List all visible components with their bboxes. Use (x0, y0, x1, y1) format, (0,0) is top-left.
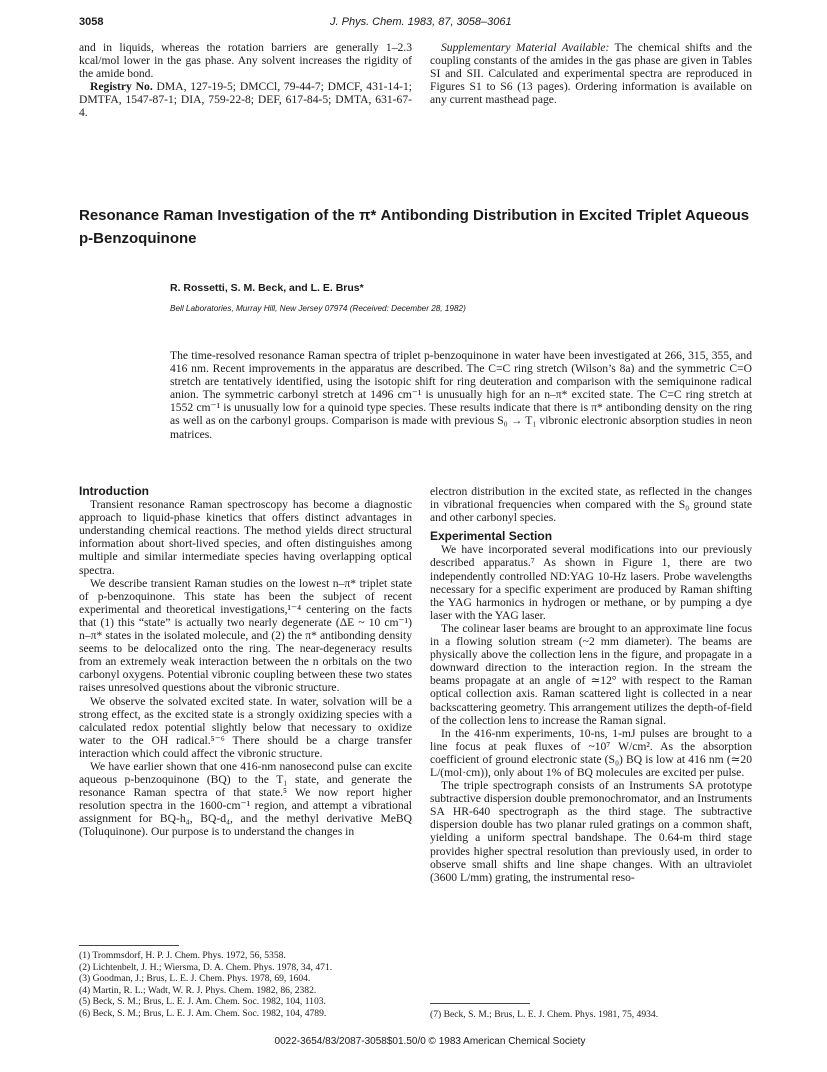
experimental-paragraph: In the 416-nm experiments, 10-ns, 1-mJ pulses are brought to a line focus at peak fluxes of ~10⁷ W/cm². As the absorption coefficient of ground electronic state (S₀) BQ is low at 416 nm (≃20 L/(mol·cm)), only about 1% of BQ molecules are excited per pulse. (430, 726, 752, 779)
prev-article-text: and in liquids, whereas the rotation barriers are generally 1–2.3 kcal/mol lower in the gas phase. Any solvent increases the rigidity of the amide bond. (79, 41, 412, 81)
supp-text: The chemical shifts and the coupling constants of the amides in the gas phase are given in Tables SI and SII. Calculated and experimental spectra are reproduced in Figures S1 to S6 (13 pages). Ordering information is available on any current masthead page. (430, 41, 752, 107)
experimental-column (430, 485, 752, 884)
page-footer: 0022-3654/83/2087-3058$01.50/0 © 1983 American Chemical Society (274, 1036, 586, 1047)
article-title: Resonance Raman Investigation of the π* Antibonding Distribution in Excited Triplet Aqueous p-Benzoquinone (79, 207, 750, 247)
intro-paragraph: Transient resonance Raman spectroscopy has become a diagnostic approach to liquid-phase kinetics that offers distinct advantages in understanding chemical reactions. The method yields direct structural information about short-lived species, and often distinguishes among multiple and similar intermediate species having overlapping optical spectra. (79, 498, 412, 577)
intro-paragraph: We have earlier shown that one 416-nm nanosecond pulse can excite aqueous p-benzoquinone (BQ) to the T₁ state, and generate the resonance Raman spectra of that state.⁵ We now report higher resolution spectra in the 1600-cm⁻¹ region, and attempt a vibrational assignment for BQ-h₄, BQ-d₄, and the methyl derivative MeBQ (Toluquinone). Our purpose is to understand the changes in (79, 759, 412, 839)
article-abstract: The time-resolved resonance Raman spectra of triplet p-benzoquinone in water have been investigated at 266, 315, 355, and 416 nm. Recent improvements in the apparatus are described. The C=C ring stretch (Wilson’s 8a) and the symmetric C=O stretch are tentatively identified, using the isotopic shift for ring deuteration and comparison with the semiquinone radical anion. The symmetric carbonyl stretch at 1496 cm⁻¹ is unusually high for an n–π* excited state. The C=C ring stretch at 1552 cm⁻¹ is unusually low for a quinoid type species. These results indicate that there is π* antibonding density on the ring as well as on the carbonyl groups. Comparison is made with previous S₀ → T₁ vibronic electronic absorption studies in neon matrices. (170, 349, 752, 441)
intro-paragraph: We describe transient Raman studies on the lowest n–π* triplet state of p-benzoquinone. This state has been the subject of recent experimental and theoretical investigations,¹⁻⁴ centering on the facts that (1) this “state” is actually two nearly degenerate (ΔE ~ 10 cm⁻¹) n–π* states in the isolated molecule, and (2) the π* antibonding density seems to be delocalized onto the ring. The near-degeneracy results from an extremely weak interaction between the n orbitals on the two carbonyl oxygens. Potential vibronic coupling between these two states raises unresolved questions about the vibronic structure. (79, 576, 412, 695)
experimental-paragraph: The colinear laser beams are brought to an approximate line focus in a flowing solution stream (~2 mm diameter). The beams are physically above the collection lens in the figure, and propagate in a downward direction to the interaction region. In the stream the beams propagate at an angle of ≃12° with respect to the Raman optical collection axis. Raman scattered light is collected in a near backscattering geometry. This arrangement utilizes the depth-of-field of the collection lens to increase the Raman signal. (430, 621, 752, 727)
supplementary-material (430, 41, 752, 106)
article-affiliation: Bell Laboratories, Murray Hill, New Jersey 07974 (Received: December 28, 1982) (170, 304, 466, 313)
reference-item: (1) Trommsdorf, H. P. J. Chem. Phys. 1972, 56, 5358. (79, 950, 286, 961)
reference-item: (6) Beck, S. M.; Brus, L. E. J. Am. Chem. Soc. 1982, 104, 4789. (79, 1007, 327, 1019)
introduction-column (79, 485, 412, 839)
footnote-rule-left (79, 945, 179, 946)
supp-label: Supplementary Material Available: (441, 41, 610, 54)
references-left (79, 950, 412, 1020)
prev-article-left (79, 41, 412, 120)
continuation-paragraph: electron distribution in the excited state, as reflected in the changes in vibrational frequencies when compared with the S₀ ground state and other carbonyl species. (430, 485, 752, 525)
reference-item: (2) Lichtenbelt, J. H.; Wiersma, D. A. Chem. Phys. 1978, 34, 471. (79, 961, 333, 973)
experimental-paragraph: We have incorporated several modifications into our previously described apparatus.⁷ As shown in Figure 1, there are two independently controlled ND:YAG 10-Hz lasers. Probe wavelengths necessary for a specific experiment are produced by Raman shifting the YAG harmonics in hydrogen or methane, or by pumping a dye laser with the YAG laser. (430, 543, 752, 622)
journal-citation: J. Phys. Chem. 1983, 87, 3058–3061 (330, 16, 512, 28)
experimental-paragraph: The triple spectrograph consists of an Instruments SA prototype subtractive dispersion double premonochromator, and an Instruments SA HR-640 spectrograph as the third stage. The subtractive dispersion double has two planar ruled gratings on a common shaft, yielding a uniform spectral bandshape. The 0.64-m third stage provides higher spectral resolution than previously used, in order to observe small shifts and line shape changes. With an ultraviolet (3600 L/mm) grating, the instrumental reso- (430, 779, 752, 884)
reference-item: (5) Beck, S. M.; Brus, L. E. J. Am. Chem. Soc. 1982, 104, 1103. (79, 996, 326, 1008)
page-number: 3058 (79, 16, 104, 28)
footnote-rule-right (430, 1003, 530, 1004)
article-authors: R. Rossetti, S. M. Beck, and L. E. Brus* (170, 282, 364, 294)
registry-text: DMA, 127-19-5; DMCCl, 79-44-7; DMCF, 431-14-1; DMTFA, 1547-87-1; DIA, 759-22-8; DEF, 617-84-5; DMTA, 631-67-4. (79, 80, 412, 120)
experimental-heading: Experimental Section (430, 529, 553, 544)
references-right (430, 1009, 752, 1021)
reference-item: (4) Martin, R. L.; Wadt, W. R. J. Phys. Chem. 1982, 86, 2382. (79, 984, 317, 996)
introduction-heading: Introduction (79, 484, 149, 498)
intro-paragraph: We observe the solvated excited state. In water, solvation will be a strong effect, as the excited state is a strongly oxidizing species with a calculated redox potential slightly below that necessary to oxidize water to the OH radical.⁵⁻⁶ There should be a charge transfer interaction which could affect the vibronic structure. (79, 694, 412, 760)
reference-item: (7) Beck, S. M.; Brus, L. E. J. Chem. Phys. 1981, 75, 4934. (430, 1009, 659, 1020)
prev-article-right (430, 41, 752, 106)
registry-label: Registry No. (90, 80, 153, 94)
reference-item: (3) Goodman, J.; Brus, L. E. J. Chem. Phys. 1978, 69, 1604. (79, 973, 311, 985)
registry-numbers (79, 80, 412, 119)
